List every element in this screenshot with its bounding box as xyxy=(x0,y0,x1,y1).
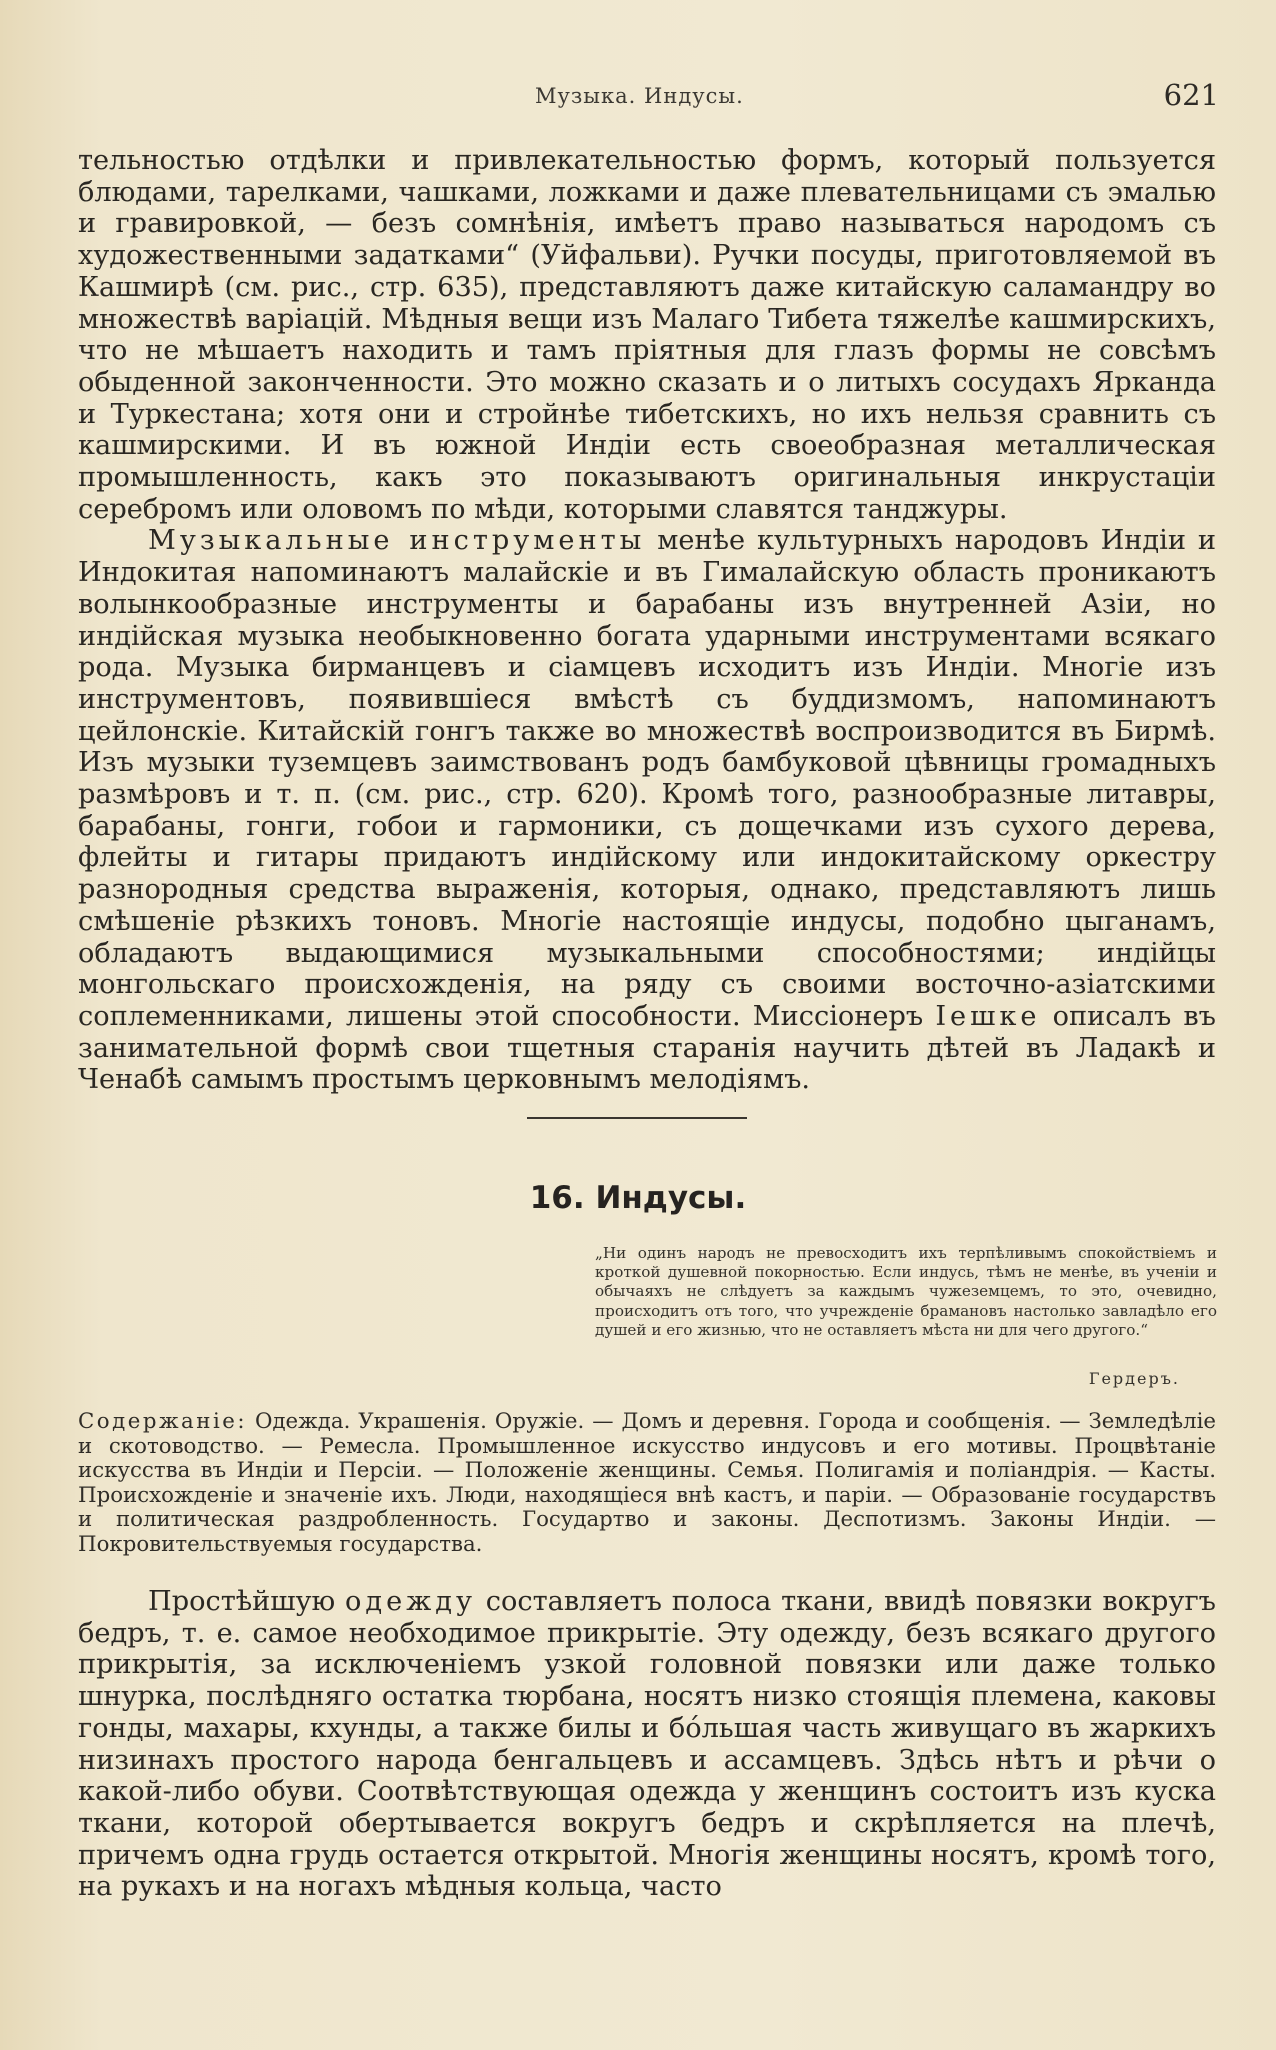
epigraph-author: Гердеръ. xyxy=(1088,1369,1180,1388)
paragraph-music xyxy=(78,525,1216,1096)
paragraph-music-end: описалъ въ занимательной формѣ свои тщетныя старанія научить дѣтей въ Ладакѣ и Ченабѣ самымъ простымъ церковнымъ мелодіямъ. xyxy=(78,1000,1216,1096)
running-head xyxy=(0,78,1276,114)
emphasis-musical-instruments: Музыкальные инструменты xyxy=(148,525,646,557)
epigraph-quote: „Ни одинъ народъ не превосходитъ ихъ терпѣливымъ спокойствіемъ и кроткой душевной покорностью. Если индусь, тѣмъ не менѣе, въ ученіи и обычаяхъ не слѣдуетъ за каждымъ чужеземцемъ, то это, очевидно, происходитъ отъ того, что учрежденіе брамановъ настолько завладѣло его душей и его жизнью, что не оставляетъ мѣста ни для чего другого.“ xyxy=(595,1244,1217,1339)
paragraph-clothing xyxy=(78,1586,1216,1903)
chapter-contents xyxy=(78,1410,1216,1558)
paragraph-music-text: менѣе культурныхъ народовъ Индіи и Индокитая напоминаютъ малайскіе и въ Гималайскую область проникаютъ волынкообразные инструменты и барабаны изъ внутренней Азіи, но индійская музыка необыкновенно богата ударными инструментами всякаго рода. Музыка бирманцевъ и сіамцевъ исходитъ изъ Индіи. Многіе изъ инструментовъ, появившіеся вмѣстѣ съ буддизмомъ, напоминаютъ цейлонскіе. Китайскій гонгъ также во множествѣ воспроизводится въ Бирмѣ. Изъ музыки туземцевъ заимствованъ родъ бамбуковой цѣвницы громадныхъ размѣровъ и т. п. (см. рис., стр. 620). Кромѣ того, разнообразные литавры, барабаны, гонги, гобои и гармоники, съ дощечками изъ сухого дерева, флейты и гитары придаютъ индійскому или индокитайскому оркестру разнородныя средства выраженія, которыя, однако, представляютъ лишь смѣшеніе рѣзкихъ тоновъ. Многіе настоящіе индусы, подобно цыганамъ, обладаютъ выдающимися музыкальными способностями; индійцы монгольскаго происхожденія, на ряду съ своими восточно-азіатскими соплеменниками, лишены этой способности. Миссіонеръ xyxy=(78,525,1217,1032)
paragraph-clothing-text: составляетъ полоса ткани, ввидѣ повязки вокругъ бедръ, т. е. самое необходимое прикрытіе. Эту одежду, безъ всякаго другого прикрытія, за исключеніемъ узкой головной повязки или даже только шнурка, послѣдняго остатка тюрбана, носятъ низко стоящія племена, каковы гонды, махары, кхунды, а также билы и бо́льшая часть живущаго въ жаркихъ низинахъ простого народа бенгальцевъ и ассамцевъ. Здѣсь нѣтъ и рѣчи о какой-либо обуви. Соотвѣтствующая одежда у женщинъ состоитъ изъ куска ткани, которой обертывается вокругъ бедръ и скрѣпляется на плечѣ, причемъ одна грудь остается открытой. Многія женщины носятъ, кромѣ того, на рукахъ и на ногахъ мѣдныя кольца, часто xyxy=(78,1586,1216,1903)
section-divider xyxy=(527,1117,747,1119)
clothing-section-text xyxy=(78,1586,1216,1903)
contents-label: Содержаніе: xyxy=(78,1409,248,1434)
page-number: 621 xyxy=(1163,78,1219,112)
chapter-title: 16. Индусы. xyxy=(529,1180,747,1216)
music-section-text xyxy=(78,145,1216,1096)
contents-text: Одежда. Украшенія. Оружіе. — Домъ и деревня. Города и сообщенія. — Земледѣліе и скотоводство. — Ремесла. Промышленное искусство индусовъ и его мотивы. Процвѣтаніе искусства въ Индіи и Персіи. — Положеніе женщины. Семья. Полигамія и поліандрія. — Касты. Происхожденіе и значеніе ихъ. Люди, находящіеся внѣ кастъ, и паріи. — Образованіе государствъ и политическая раздробленность. Государтво и законы. Деспотизмъ. Законы Индіи. — Покровительствуемыя государства. xyxy=(78,1409,1216,1557)
running-title: Музыка. Индусы. xyxy=(535,84,744,108)
paragraph-clothing-start: Простѣйшую xyxy=(148,1586,345,1617)
emphasis-clothing: одежду xyxy=(345,1586,476,1617)
name-jeschke: Іешке xyxy=(935,1000,1041,1032)
paragraph-metalwork: тельностью отдѣлки и привлекательностью формъ, который пользуется блюдами, тарелками, чашками, ложками и даже плевательницами съ эмалью и гравировкой, — безъ сомнѣнія, имѣетъ право называться народомъ съ художественными задатками“ (Уйфальви). Ручки посуды, приготовляемой въ Кашмирѣ (см. рис., стр. 635), представляютъ даже китайскую саламандру во множествѣ варіацій. Мѣдныя вещи изъ Малаго Тибета тяжелѣе кашмирскихъ, что не мѣшаетъ находить и тамъ пріятныя для глазъ формы не совсѣмъ обыденной законченности. Это можно сказать и о литыхъ сосудахъ Ярканда и Туркестана; хотя они и стройнѣе тибетскихъ, но ихъ нельзя сравнить съ кашмирскими. И въ южной Индіи есть своеобразная металлическая промышленность, какъ это показываютъ оригинальныя инкрустаціи серебромъ или оловомъ по мѣди, которыми славятся танджуры. xyxy=(78,145,1216,525)
